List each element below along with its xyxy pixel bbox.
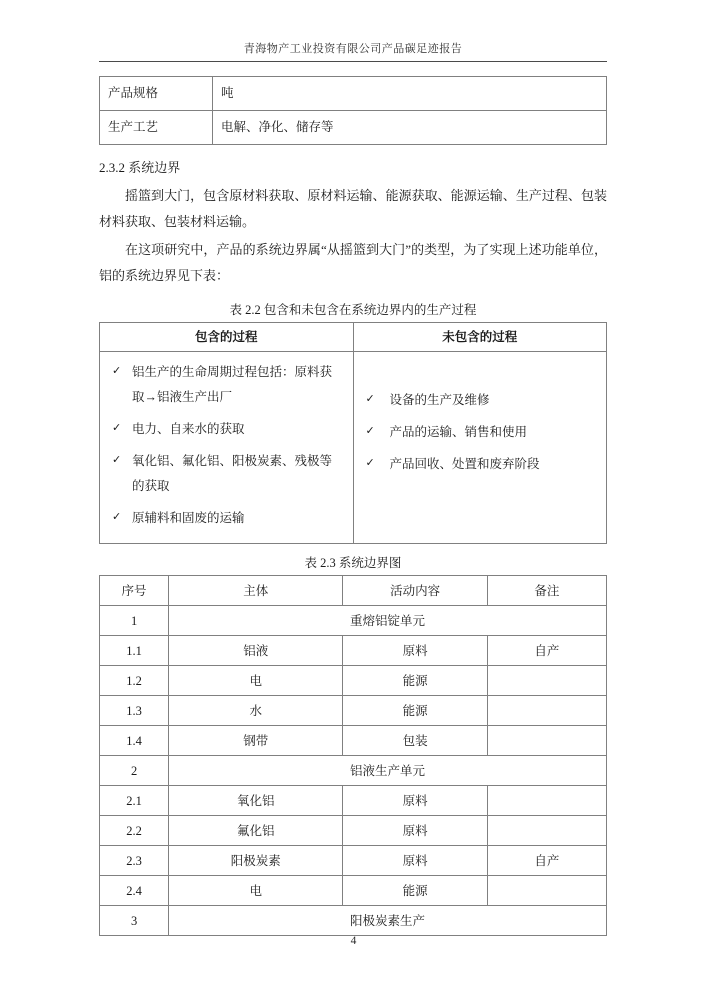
- page-content: [99, 40, 607, 936]
- row-1-no: 1.1: [100, 636, 169, 666]
- row-6-activity: 原料: [343, 786, 487, 816]
- table-row: [100, 756, 607, 786]
- row-9-activity: 能源: [343, 876, 487, 906]
- list-item: [110, 506, 343, 531]
- row-7-remark: [487, 816, 606, 846]
- table-22-header-excluded: 未包含的过程: [353, 322, 607, 352]
- table-row: [100, 876, 607, 906]
- row-3-subject: 水: [169, 696, 343, 726]
- table-row: [100, 816, 607, 846]
- row-7-subject: 氟化铝: [169, 816, 343, 846]
- table-23-header-subject: 主体: [169, 576, 343, 606]
- table-row: [100, 77, 607, 111]
- table-row: [100, 906, 607, 936]
- row-2-no: 1.2: [100, 666, 169, 696]
- row-1-activity: 原料: [343, 636, 487, 666]
- check-icon: ✓: [112, 511, 122, 524]
- row-1-remark: 自产: [487, 636, 606, 666]
- row-8-activity: 原料: [343, 846, 487, 876]
- table-header-row: [100, 576, 607, 606]
- list-item: [110, 360, 343, 410]
- page-number: 4: [350, 935, 357, 947]
- row-5-no: 2: [100, 756, 169, 786]
- row-8-remark: 自产: [487, 846, 606, 876]
- row-1-subject: 铝液: [169, 636, 343, 666]
- table-23-caption: 表 2.3 系统边界图: [304, 556, 402, 571]
- product-spec-table: [99, 76, 607, 145]
- list-item: [110, 417, 343, 442]
- spec-value-0: 吨: [213, 77, 607, 111]
- system-boundary-table: [99, 575, 607, 936]
- spec-label-0: 产品规格: [100, 77, 213, 111]
- list-item: [110, 449, 343, 499]
- table-22-header-included: 包含的过程: [100, 322, 354, 352]
- table-row: [100, 666, 607, 696]
- row-4-activity: 包装: [343, 726, 487, 756]
- check-icon: ✓: [365, 425, 375, 438]
- table-header-row: [100, 322, 607, 352]
- section-paragraph-1: 摇篮到大门，包含原材料获取、原材料运输、能源获取、能源运输、生产过程、包装材料获取、包装材料运输。: [99, 187, 607, 229]
- table-row: [100, 726, 607, 756]
- row-3-no: 1.3: [100, 696, 169, 726]
- section-paragraph-2: 在这项研究中，产品的系统边界属“从摇篮到大门”的类型，为了实现上述功能单位，铝的系统边界见下表：: [99, 241, 607, 283]
- row-6-no: 2.1: [100, 786, 169, 816]
- row-3-remark: [487, 696, 606, 726]
- row-3-activity: 能源: [343, 696, 487, 726]
- table-22-caption: 表 2.2 包含和未包含在系统边界内的生产过程: [229, 302, 477, 317]
- spec-label-1: 生产工艺: [100, 111, 213, 145]
- row-6-subject: 氧化铝: [169, 786, 343, 816]
- table-row: [100, 696, 607, 726]
- excluded-process-cell: [353, 352, 607, 544]
- included-process-cell: [100, 352, 354, 544]
- table-row: [100, 352, 607, 544]
- list-item: [364, 388, 597, 413]
- list-item-label: 原辅料和固废的运输: [132, 511, 245, 526]
- row-5-subject: 铝液生产单元: [169, 756, 607, 786]
- list-item-label: 电力、自来水的获取: [132, 422, 245, 437]
- row-10-subject: 阳极炭素生产: [169, 906, 607, 936]
- table-row: [100, 636, 607, 666]
- table-row: [100, 111, 607, 145]
- check-icon: ✓: [365, 457, 375, 470]
- list-item: [364, 420, 597, 445]
- table-23-header-remark: 备注: [487, 576, 606, 606]
- table-row: [100, 786, 607, 816]
- row-7-activity: 原料: [343, 816, 487, 846]
- list-item-label: 产品的运输、销售和使用: [389, 425, 528, 440]
- check-icon: ✓: [365, 393, 375, 406]
- row-10-no: 3: [100, 906, 169, 936]
- included-list: [110, 360, 343, 531]
- row-4-no: 1.4: [100, 726, 169, 756]
- list-item-label: 氧化铝、氟化铝、阳极炭素、残极等的获取: [132, 454, 333, 494]
- row-8-subject: 阳极炭素: [169, 846, 343, 876]
- table-row: [100, 846, 607, 876]
- row-7-no: 2.2: [100, 816, 169, 846]
- row-2-activity: 能源: [343, 666, 487, 696]
- boundary-process-table: [99, 322, 607, 545]
- row-9-subject: 电: [169, 876, 343, 906]
- table-23-header-activity: 活动内容: [343, 576, 487, 606]
- row-8-no: 2.3: [100, 846, 169, 876]
- row-0-no: 1: [100, 606, 169, 636]
- list-item-label: 产品回收、处置和废弃阶段: [389, 457, 540, 472]
- spec-value-1: 电解、净化、储存等: [213, 111, 607, 145]
- row-4-subject: 钢带: [169, 726, 343, 756]
- row-4-remark: [487, 726, 606, 756]
- check-icon: ✓: [112, 422, 122, 435]
- page-header: 青海物产工业投资有限公司产品碳足迹报告: [99, 40, 607, 62]
- section-heading: 2.3.2 系统边界: [99, 160, 181, 175]
- excluded-list: [364, 360, 597, 477]
- row-0-subject: 重熔铝锭单元: [169, 606, 607, 636]
- row-2-subject: 电: [169, 666, 343, 696]
- list-item-label: 铝生产的生命周期过程包括：原料获取→铝液生产出厂: [132, 365, 333, 405]
- table-row: [100, 606, 607, 636]
- row-2-remark: [487, 666, 606, 696]
- list-item-label: 设备的生产及维修: [389, 393, 490, 408]
- row-6-remark: [487, 786, 606, 816]
- table-23-header-no: 序号: [100, 576, 169, 606]
- check-icon: ✓: [112, 365, 122, 378]
- row-9-no: 2.4: [100, 876, 169, 906]
- list-item: [364, 452, 597, 477]
- check-icon: ✓: [112, 454, 122, 467]
- row-9-remark: [487, 876, 606, 906]
